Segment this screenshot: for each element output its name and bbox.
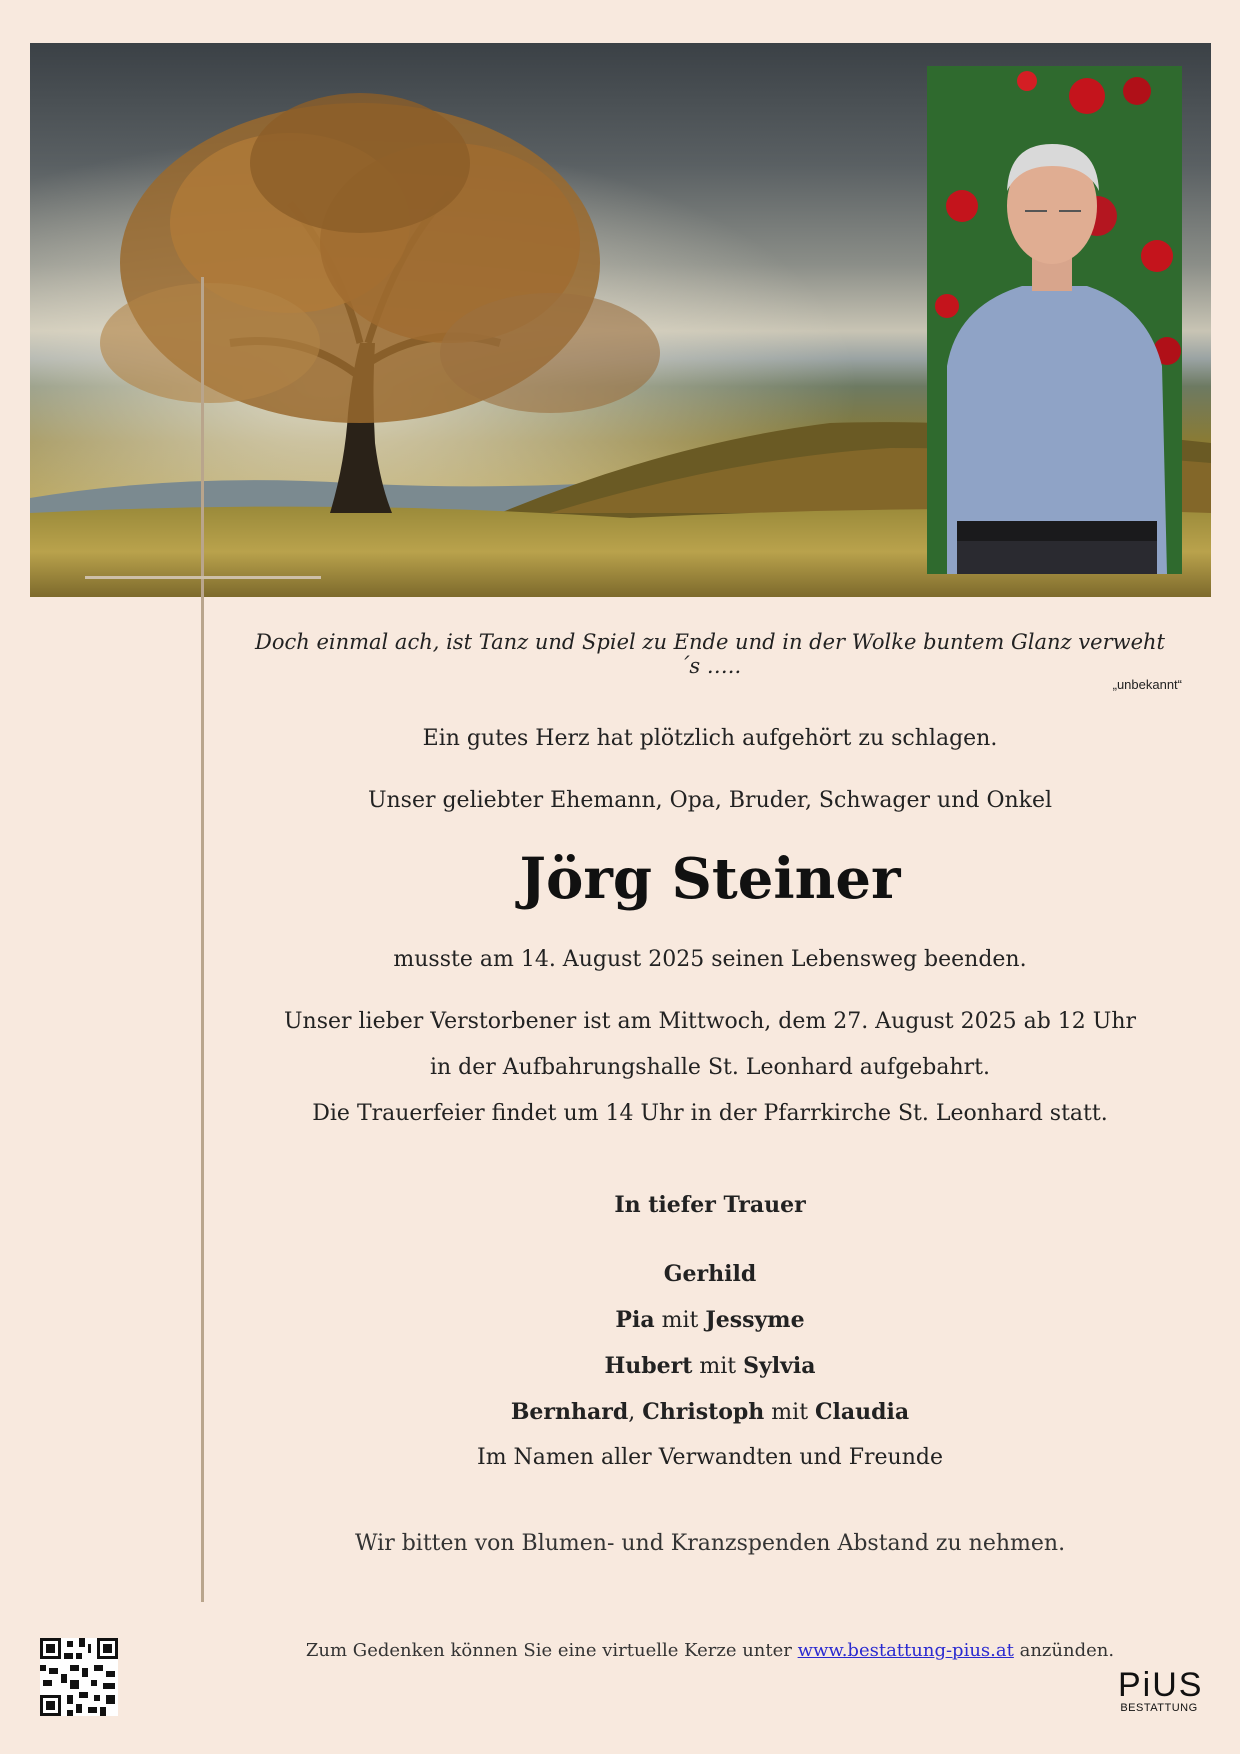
mourner-row-3 — [260, 1353, 1160, 1379]
pius-logo — [1118, 1666, 1204, 1714]
mourner-row-2 — [260, 1307, 1160, 1333]
mourner-name: Jessyme — [705, 1307, 805, 1333]
announcement-line3: musste am 14. August 2025 seinen Lebensweg beenden. — [393, 947, 1027, 972]
quote-text: Doch einmal ach, ist Tanz und Spiel zu Ende und in der Wolke buntem Glanz verweht´s ….. — [255, 630, 1165, 678]
ceremony-line3: Die Trauerfeier findet um 14 Uhr in der Pfarrkirche St. Leonhard statt. — [312, 1101, 1108, 1126]
mourner-connector: mit — [699, 1354, 737, 1379]
portrait-illustration — [927, 66, 1182, 574]
logo-name: PiUS — [1118, 1666, 1204, 1704]
mourners-closing: Im Namen aller Verwandten und Freunde — [477, 1445, 943, 1470]
website-link[interactable]: www.bestattung-pius.at — [797, 1640, 1014, 1661]
cross-horizontal — [85, 576, 321, 579]
mourner-name: Christoph — [642, 1399, 765, 1425]
announcement-line1: Ein gutes Herz hat plötzlich aufgehört zu schlagen. — [422, 726, 998, 751]
logo-subtitle: BESTATTUNG — [1120, 1702, 1198, 1714]
mourner-row-4 — [260, 1399, 1160, 1425]
mourner-connector: mit — [661, 1308, 699, 1333]
footer-text — [260, 1640, 1160, 1661]
mourner-name: Sylvia — [743, 1353, 816, 1379]
deceased-name: Jörg Steiner — [519, 846, 901, 912]
announcement-line2: Unser geliebter Ehemann, Opa, Bruder, Schwager und Onkel — [367, 788, 1053, 813]
mourner-connector: mit — [771, 1400, 809, 1425]
flower-request: Wir bitten von Blumen- und Kranzspenden Abstand zu nehmen. — [354, 1531, 1066, 1556]
cross-vertical — [201, 277, 204, 1602]
ceremony-line2: in der Aufbahrungshalle St. Leonhard aufgebahrt. — [429, 1055, 991, 1080]
mourner-row-1: Gerhild — [663, 1261, 757, 1287]
mourner-name: Hubert — [604, 1353, 693, 1379]
mourner-separator: , — [628, 1400, 636, 1425]
ceremony-line1: Unser lieber Verstorbener ist am Mittwoch, dem 27. August 2025 ab 12 Uhr — [283, 1009, 1137, 1034]
quote-author: „unbekannt“ — [1112, 677, 1182, 692]
mourner-name: Claudia — [815, 1399, 910, 1425]
footer-text-before: Zum Gedenken können Sie eine virtuelle Kerze unter — [305, 1640, 792, 1661]
mourners-heading: In tiefer Trauer — [614, 1192, 806, 1218]
qr-code-icon[interactable] — [40, 1638, 118, 1716]
footer-text-after: anzünden. — [1019, 1640, 1115, 1661]
portrait-photo — [927, 66, 1182, 574]
mourner-name: Bernhard — [510, 1399, 629, 1425]
mourner-name: Pia — [615, 1307, 655, 1333]
